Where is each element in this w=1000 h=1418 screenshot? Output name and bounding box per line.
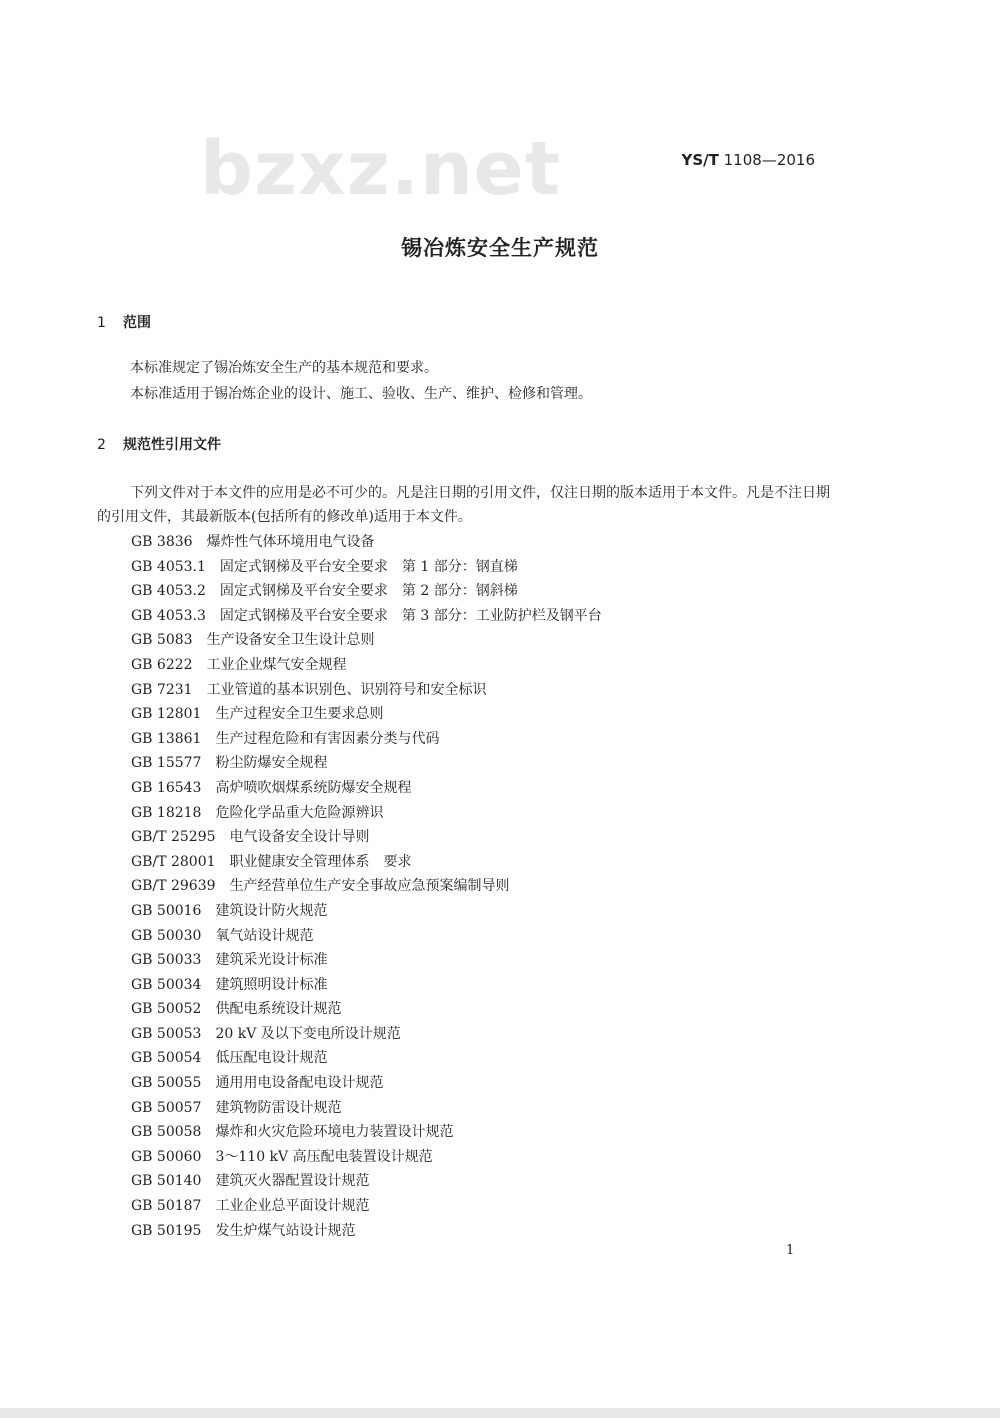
- reference-title: 通用用电设备配电设计规范: [215, 1075, 384, 1092]
- reference-item: [131, 1096, 602, 1121]
- page-bottom-edge: [0, 1408, 1000, 1418]
- reference-title: 发生炉煤气站设计规范: [215, 1222, 356, 1239]
- references-intro-paragraph: 下列文件对于本文件的应用是必不可少的。凡是注日期的引用文件，仅注日期的版本适用于本文件。凡是不注日期的引用文件，其最新版本(包括所有的修改单)适用于本文件。: [97, 485, 830, 525]
- section-1-title: 范围: [123, 315, 151, 331]
- reference-title: 建筑设计防火规范: [215, 902, 328, 919]
- section-2-heading: [97, 434, 221, 454]
- reference-title: 爆炸和火灾危险环境电力装置设计规范: [215, 1124, 454, 1141]
- reference-item: [131, 825, 602, 850]
- reference-code: GB 15577: [131, 755, 202, 772]
- reference-title: 建筑物防雷设计规范: [215, 1099, 342, 1116]
- reference-code: GB 50187: [131, 1198, 202, 1215]
- reference-item: [131, 776, 602, 801]
- standard-prefix: YS/T: [681, 151, 719, 169]
- reference-title: 工业管道的基本识别色、识别符号和安全标识: [206, 681, 487, 698]
- reference-code: GB 50060: [131, 1148, 202, 1165]
- reference-code: GB 50030: [131, 927, 202, 944]
- scope-paragraph-1: 本标准规定了锡冶炼安全生产的基本规范和要求。: [130, 360, 438, 376]
- reference-title: 生产设备安全卫生设计总则: [206, 632, 375, 649]
- reference-code: GB 50053: [131, 1025, 202, 1042]
- reference-title: 粉尘防爆安全规程: [215, 755, 328, 772]
- reference-item: [131, 1022, 602, 1047]
- reference-code: GB 50058: [131, 1124, 202, 1141]
- reference-code: GB 50195: [131, 1222, 202, 1239]
- reference-code: GB 6222: [131, 656, 193, 673]
- reference-code: GB 50140: [131, 1173, 202, 1190]
- reference-title: 低压配电设计规范: [215, 1050, 328, 1067]
- reference-code: GB 50057: [131, 1099, 202, 1116]
- page-number: 1: [786, 1243, 795, 1258]
- scope-paragraph-2: 本标准适用于锡冶炼企业的设计、施工、验收、生产、维护、检修和管理。: [130, 386, 592, 402]
- reference-code: GB/T 25295: [131, 829, 216, 846]
- reference-title: 固定式钢梯及平台安全要求 第 3 部分：工业防护栏及钢平台: [219, 607, 602, 624]
- section-2-title: 规范性引用文件: [123, 437, 221, 453]
- reference-item: [131, 1120, 602, 1145]
- standard-code: 1108—2016: [723, 151, 815, 169]
- section-2-number: 2: [97, 437, 106, 453]
- reference-code: GB/T 28001: [131, 853, 216, 870]
- reference-item: [131, 850, 602, 875]
- reference-item: [131, 727, 602, 752]
- reference-code: GB 18218: [131, 804, 202, 821]
- reference-item: [131, 579, 602, 604]
- reference-item: [131, 801, 602, 826]
- section-1-number: 1: [97, 315, 106, 331]
- section-1-heading: [97, 312, 151, 332]
- reference-code: GB 12801: [131, 706, 202, 723]
- reference-code: GB 4053.2: [131, 583, 206, 600]
- reference-code: GB 4053.1: [131, 558, 206, 575]
- reference-item: [131, 628, 602, 653]
- reference-code: GB 50054: [131, 1050, 202, 1067]
- reference-title: 固定式钢梯及平台安全要求 第 1 部分：钢直梯: [219, 558, 518, 575]
- reference-item: [131, 1145, 602, 1170]
- reference-item: [131, 530, 602, 555]
- reference-item: [131, 997, 602, 1022]
- reference-title: 氧气站设计规范: [215, 927, 314, 944]
- reference-item: [131, 653, 602, 678]
- reference-item: [131, 1219, 602, 1244]
- reference-title: 生产经营单位生产安全事故应急预案编制导则: [229, 878, 510, 895]
- reference-item: [131, 1194, 602, 1219]
- reference-title: 生产过程危险和有害因素分类与代码: [215, 730, 440, 747]
- reference-code: GB 50055: [131, 1075, 202, 1092]
- reference-code: GB 50052: [131, 1001, 202, 1018]
- reference-title: 职业健康安全管理体系 要求: [229, 853, 412, 870]
- reference-title: 危险化学品重大危险源辨识: [215, 804, 384, 821]
- reference-title: 建筑灭火器配置设计规范: [215, 1173, 370, 1190]
- document-title: 锡冶炼安全生产规范: [401, 236, 599, 260]
- reference-item: [131, 973, 602, 998]
- reference-item: [131, 604, 602, 629]
- reference-code: GB 4053.3: [131, 607, 206, 624]
- reference-code: GB 5083: [131, 632, 193, 649]
- reference-code: GB 13861: [131, 730, 202, 747]
- reference-code: GB 7231: [131, 681, 193, 698]
- reference-code: GB/T 29639: [131, 878, 216, 895]
- reference-item: [131, 751, 602, 776]
- reference-title: 爆炸性气体环境用电气设备: [206, 534, 375, 550]
- watermark: bzxz.net: [200, 126, 562, 212]
- reference-item: [131, 1071, 602, 1096]
- reference-title: 20 kV 及以下变电所设计规范: [215, 1025, 401, 1042]
- reference-item: [131, 1169, 602, 1194]
- reference-title: 生产过程安全卫生要求总则: [215, 706, 384, 723]
- normative-references-list: [131, 530, 602, 1243]
- reference-item: [131, 924, 602, 949]
- reference-item: [131, 874, 602, 899]
- reference-title: 工业企业总平面设计规范: [215, 1198, 370, 1215]
- reference-title: 固定式钢梯及平台安全要求 第 2 部分：钢斜梯: [219, 583, 518, 600]
- reference-code: GB 16543: [131, 779, 202, 796]
- reference-item: [131, 702, 602, 727]
- reference-item: [131, 899, 602, 924]
- reference-title: 高炉喷吹烟煤系统防爆安全规程: [215, 779, 412, 796]
- reference-title: 电气设备安全设计导则: [229, 829, 370, 846]
- reference-item: [131, 678, 602, 703]
- standard-number: [681, 150, 815, 170]
- reference-code: GB 50033: [131, 952, 202, 969]
- reference-item: [131, 555, 602, 580]
- reference-title: 3～110 kV 高压配电装置设计规范: [215, 1148, 433, 1165]
- reference-title: 供配电系统设计规范: [215, 1001, 342, 1018]
- reference-title: 建筑采光设计标准: [215, 952, 328, 969]
- reference-title: 建筑照明设计标准: [215, 976, 328, 993]
- reference-title: 工业企业煤气安全规程: [206, 656, 347, 673]
- reference-item: [131, 948, 602, 973]
- reference-code: GB 3836: [131, 534, 193, 550]
- reference-item: [131, 1046, 602, 1071]
- reference-code: GB 50034: [131, 976, 202, 993]
- reference-code: GB 50016: [131, 902, 202, 919]
